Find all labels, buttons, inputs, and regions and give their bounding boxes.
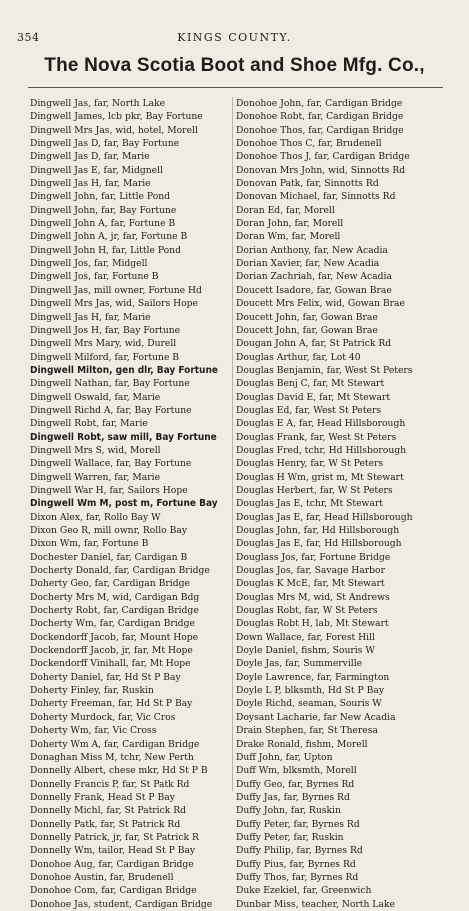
directory-entry: Doherty Murdock, far, Vic Cros [30,711,176,723]
directory-entry: Docherty Wm, far, Cardigan Bridge [30,618,195,630]
directory-column-left [30,97,230,911]
directory-entry: Donohoe Aug, far, Cardigan Bridge [30,858,194,870]
directory-entry: Dingwell John H, far, Little Pond [30,244,181,256]
directory-entry: Douglas Mrs M, wid, St Andrews [236,591,390,603]
directory-entry: Duffy Peter, far, Ruskin [236,831,344,843]
directory-entry: Donohoe Thos C, far, Brudenell [236,138,382,150]
directory-entry: Donaghan Miss M, tchr, New Perth [30,751,194,763]
directory-entry: Dingwell Mrs S, wid, Morell [30,444,161,456]
directory-entry: Dingwell Jas H, far, Marie [30,311,151,323]
directory-entry: Dixon Wm, far, Fortune B [30,538,149,550]
directory-entry: Doherty Finley, far, Ruskin [30,685,154,697]
directory-entry: Dougan John A, far, St Patrick Rd [236,338,392,350]
directory-entry: Duffy Pius, far, Byrnes Rd [236,858,356,870]
directory-entry: Doran Ed, far, Morell [236,204,335,216]
directory-entry: Duffy John, far, Ruskin [236,805,341,817]
directory-entry: Douglas Jas E, far, Head Hillsborough [236,511,413,523]
directory-entry: Donohoe Robt, far, Cardigan Bridge [236,111,404,123]
directory-entry: Douglas Robt H, lab, Mt Stewart [236,618,389,630]
directory-entry: Docherty Donald, far, Cardigan Bridge [30,565,210,577]
directory-entry: Doran Wm, far, Morell [236,231,341,243]
directory-entry: Doherty Wm A, far, Cardigan Bridge [30,738,200,750]
directory-entry: Doyle Jas, far, Summerville [236,658,363,670]
directory-entry: Dingwell John, far, Bay Fortune [30,204,177,216]
directory-entry: Donnelly Albert, chese mkr, Hd St P B [30,765,208,777]
page-title: KINGS COUNTY. [177,31,292,44]
directory-entry: Donnelly Frank, Head St P Bay [30,791,175,803]
directory-entry: Dockendorff Jacob, jr, far, Mt Hope [30,645,193,657]
directory-entry: Doyle Richd, seaman, Souris W [236,698,382,710]
directory-entry: Douglas Jos, far, Savage Harbor [236,565,385,577]
directory-entry: Dingwell Mrs Jas, wid, hotel, Morell [30,124,198,136]
directory-entry: Douglas John, far, Hd Hillsborough [236,525,400,536]
directory-entry: Doucett John, far, Gowan Brae [236,311,378,323]
directory-entry: Down Wallace, far, Forest Hill [236,631,375,643]
directory-entry: Doherty Geo, far, Cardigan Bridge [30,578,190,590]
directory-entry: Donohoe Austin, far, Brudenell [30,871,174,883]
directory-entry: Donovan Patk, far, Sinnotts Rd [236,178,379,190]
directory-entry: Dingwell Jas D, far, Bay Fortune [30,138,180,150]
directory-entry: Donnelly Wm, tailor, Head St P Bay [30,845,196,857]
directory-entry: Dixon Alex, far, Rollo Bay W [30,511,161,523]
directory-entry: Dingwell Jos, far, Fortune B [30,271,159,283]
directory-entry: Dockendorff Vinihall, far, Mt Hope [30,658,191,670]
directory-entry: Duff John, far, Upton [236,751,333,763]
directory-entry: Douglas K McE, far, Mt Stewart [236,578,385,590]
directory-entry: Dunbar Miss, teacher, North Lake [236,898,395,910]
directory-entry: Donohoe John, far, Cardigan Bridge [236,98,403,109]
directory-entry: Dingwell Milford, far, Fortune B [30,351,180,363]
directory-entry: Douglas Benjamin, far, West St Peters [236,364,413,376]
column-divider [232,97,233,791]
directory-entry: Donnelly Patk, far, St Patrick Rd [30,818,181,830]
directory-entry: Dingwell Jas, far, North Lake [30,98,166,109]
directory-entry: Dingwell Robt, saw mill, Bay Fortune [30,431,217,443]
header-rule [28,87,443,88]
page-header [0,0,469,76]
directory-entry: Douglas H Wm, grist m, Mt Stewart [236,471,404,483]
directory-entry: Doherty Wm, far, Vic Cross [30,725,157,737]
directory-entry: Donnelly Michl, far, St Patrick Rd [30,805,187,817]
directory-entry: Dingwell Richd A, far, Bay Fortune [30,404,192,416]
directory-entry: Doyle Lawrence, far, Farmington [236,671,390,683]
directory-entry: Douglas Frank, far, West St Peters [236,431,397,443]
directory-entry: Dingwell Oswald, far, Marie [30,391,161,403]
directory-entry: Doyle Daniel, fishm, Souris W [236,645,375,657]
directory-entry: Dingwell Jas H, far, Marie [30,178,151,190]
directory-entry: Donohoe Thos, far, Cardigan Bridge [236,124,404,136]
directory-entry: Dingwell Milton, gen dlr, Bay Fortune [30,364,218,376]
directory-entry: Dingwell John A, jr, far, Fortune B [30,231,188,243]
directory-entry: Duff Wm, blksmth, Morell [236,765,357,777]
directory-entry: Douglas E A, far, Head Hillsborough [236,418,406,430]
directory-entry: Douglas David E, far, Mt Stewart [236,391,391,403]
directory-entry: Dorian Anthony, far, New Acadia [236,244,388,256]
directory-entry: Donovan Michael, far, Sinnotts Rd [236,191,396,203]
directory-entry: Doucett John, far, Gowan Brae [236,324,378,336]
directory-entry: Dingwell Jos, far, Midgell [30,258,148,270]
directory-entry: Douglas Arthur, far, Lot 40 [236,351,361,363]
directory-entry: Dixon Geo R, mill ownr, Rollo Bay [30,525,188,536]
directory-entry: Dingwell James, lcb pkr, Bay Fortune [30,111,203,123]
directory-entry: Dingwell Jas D, far, Marie [30,151,150,163]
directory-entry: Dingwell Mrs Mary, wid, Durell [30,338,177,350]
directory-entry: Douglas Jas E, far, Hd Hillsborough [236,538,402,550]
directory-entry: Donohoe Thos J, far, Cardigan Bridge [236,151,410,163]
directory-entry: Douglas Henry, far, W St Peters [236,458,384,470]
directory-entry: Drain Stephen, far, St Theresa [236,725,378,737]
directory-entry: Donohoe Com, far, Cardigan Bridge [30,885,197,897]
directory-entry: Dochester Daniel, far, Cardigan B [30,551,188,563]
directory-entry: Duke Ezekiel, far, Greenwich [236,885,372,897]
directory-entry: Dingwell Jas, mill owner, Fortune Hd [30,284,202,296]
directory-entry: Doherty Freeman, far, Hd St P Bay [30,698,193,710]
directory-entry: Douglas Robt, far, W St Peters [236,605,378,617]
directory-entry: Dorian Xavier, far, New Acadia [236,258,380,270]
directory-entry: Dingwell Wm M, post m, Fortune Bay [30,498,218,510]
directory-entry: Donnelly Patrick, jr, far, St Patrick R [30,831,199,843]
directory-entry: Douglass Jos, far, Fortune Bridge [236,551,391,563]
directory-entry: Dorian Zachriah, far, New Acadia [236,271,392,283]
directory-entry: Dingwell Nathan, far, Bay Fortune [30,378,190,390]
directory-entry: Dingwell John, far, Little Pond [30,191,171,203]
directory-entry: Dingwell Jos H, far, Bay Fortune [30,324,181,336]
directory-entry: Douglas Herbert, far, W St Peters [236,484,393,496]
directory-entry: Douglas Jas E, tchr, Mt Stewart [236,498,383,510]
directory-entry: Docherty Mrs M, wid, Cardigan Bdg [30,591,200,603]
directory-entry: Doucett Mrs Felix, wid, Gowan Brae [236,298,405,310]
page-number: 354 [17,31,40,44]
directory-entry: Dingwell Robt, far, Marie [30,418,148,430]
directory-entry: Duffy Peter, far, Byrnes Rd [236,818,360,830]
directory-entry: Donovan Mrs John, wid, Sinnotts Rd [236,164,406,176]
directory-column-right [236,97,451,911]
directory-entry: Doysant Lacharie, far New Acadia [236,711,396,723]
directory-entry: Donnelly Francis P, far, St Patk Rd [30,778,190,790]
directory-entry: Dingwell Wallace, far, Bay Fortune [30,458,192,470]
directory-entry: Duffy Geo, far, Byrnes Rd [236,778,355,790]
directory-entry: Dingwell Mrs Jas, wid, Sailors Hope [30,298,198,310]
directory-entry: Douglas Benj C, far, Mt Stewart [236,378,385,390]
directory-entry: Douglas Fred, tchr, Hd Hillsborough [236,444,407,456]
advertisement-banner: The Nova Scotia Boot and Shoe Mfg. Co., [44,55,425,76]
directory-entry: Dingwell John A, far, Fortune B [30,218,176,230]
directory-entry: Dingwell Jas E, far, Midgnell [30,164,163,176]
directory-entry: Drake Ronald, fishm, Morell [236,738,368,750]
directory-entry: Duffy Thos, far, Byrnes Rd [236,871,359,883]
directory-entry: Dingwell War H, far, Sailors Hope [30,484,188,496]
directory-entry: Duffy Jas, far, Byrnes Rd [236,791,350,803]
directory-entry: Donohoe Jas, student, Cardigan Bridge [30,898,213,910]
directory-entry: Duffy Philip, far, Byrnes Rd [236,845,363,857]
directory-entry: Doyle L P, blksmth, Hd St P Bay [236,685,385,697]
directory-entry: Dingwell Warren, far, Marie [30,471,161,483]
directory-entry: Doran John, far, Morell [236,218,344,230]
directory-entry: Dockendorff Jacob, far, Mount Hope [30,631,199,643]
directory-entry: Doucett Isadore, far, Gowan Brae [236,284,392,296]
directory-entry: Douglas Ed, far, West St Peters [236,404,382,416]
directory-entry: Doherty Daniel, far, Hd St P Bay [30,671,181,683]
directory-entry: Docherty Robt, far, Cardigan Bridge [30,605,199,617]
